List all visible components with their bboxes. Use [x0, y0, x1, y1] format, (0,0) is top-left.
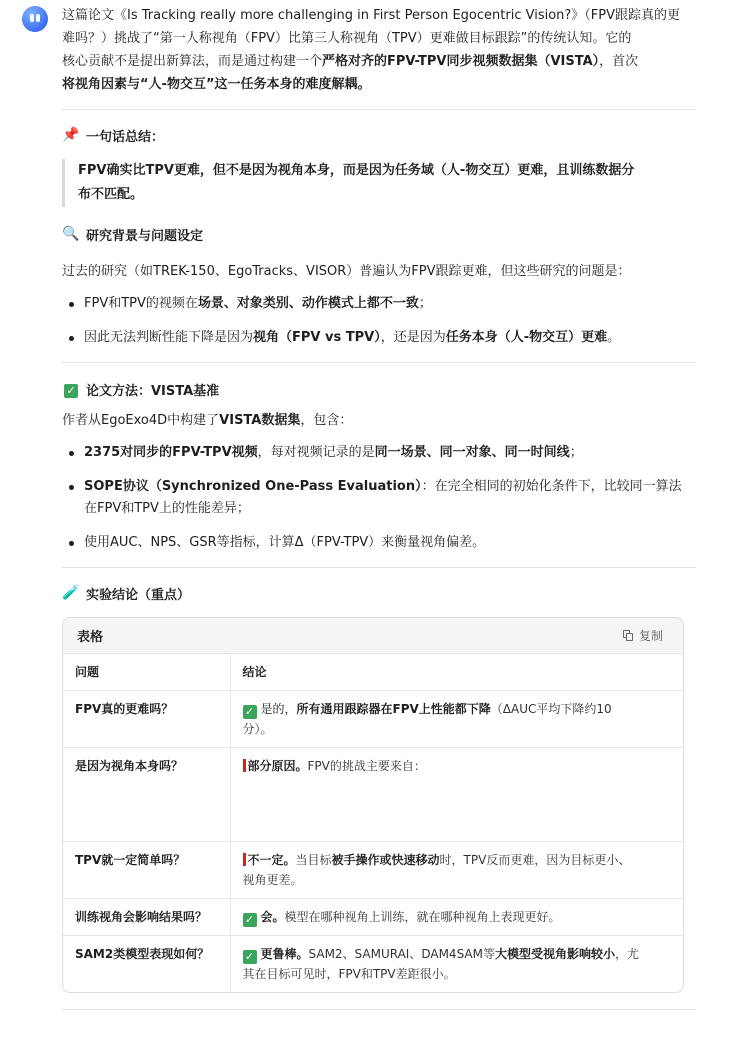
check-icon: ✓	[243, 950, 257, 964]
divider	[62, 1009, 696, 1010]
divider	[62, 567, 696, 568]
cell-bold: 部分原因。	[247, 759, 308, 773]
cell-text: FPV的挑战主要来自：	[307, 759, 426, 773]
cell-text: SAM2、SAMURAI、DAM4SAM等	[308, 947, 495, 961]
bullet-text: 因此无法判断性能下降是因为	[84, 330, 254, 345]
results-table-card	[62, 617, 684, 993]
table-row	[63, 899, 683, 936]
quote-line-1: FPV确实比TPV更难，但不是因为视角本身，而是因为任务域（人-物交互）更难，且训练数据分	[78, 163, 635, 178]
cell-text: ，尤	[614, 947, 639, 961]
copy-button[interactable]	[623, 627, 663, 644]
list-item	[62, 442, 696, 464]
table-cell-question: FPV真的更难吗？	[63, 691, 230, 748]
background-heading	[62, 224, 696, 244]
intro-line-3	[62, 50, 696, 73]
bullet-bold: 任务本身（人-物交互）更难	[445, 330, 608, 345]
cell-text: 分）。	[242, 722, 273, 736]
summary-quote	[62, 159, 696, 207]
background-text: 过去的研究（如TREK-150、EgoTracks、VISOR）普遍认为FPV跟踪更难，但这些研究的问题是：	[62, 264, 631, 279]
table-cell-conclusion	[230, 748, 683, 842]
list-item	[62, 532, 696, 554]
method-title: 论文方法：VISTA基准	[86, 383, 220, 399]
bullet-text: ，每对视频记录的是	[257, 445, 375, 460]
results-heading	[62, 583, 696, 603]
cell-bold: 更鲁棒。	[260, 947, 309, 961]
bullet-bold: 视角（FPV vs TPV）	[253, 330, 381, 345]
bullet-text: 。	[607, 330, 621, 345]
table-row	[63, 936, 683, 993]
table-row	[63, 691, 683, 748]
message-content	[62, 4, 696, 1010]
table-row	[63, 842, 683, 899]
list-item	[62, 476, 696, 520]
table-label: 表格	[77, 630, 104, 645]
avatar-eye-right	[36, 14, 40, 22]
table-cell-conclusion	[230, 936, 683, 993]
table-cell-question: TPV就一定简单吗？	[63, 842, 230, 899]
divider	[62, 362, 696, 363]
results-title: 实验结论（重点）	[86, 587, 191, 603]
cell-bold: 大模型受视角影响较小	[494, 947, 615, 961]
table-toolbar	[63, 618, 683, 654]
intro-line-1: 这篇论文《Is Tracking really more challenging in First Person Egocentric Vision?》（FPV跟踪真的更	[62, 8, 681, 23]
bullet-text: ；	[418, 296, 432, 311]
intro-bold-dataset: 严格对齐的FPV-TPV同步视频数据集（VISTA）	[322, 54, 600, 69]
bullet-text: 使用AUC、NPS、GSR等指标，计算Δ（FPV-TPV）来衡量视角偏差。	[84, 535, 486, 550]
table-cell-conclusion	[230, 899, 683, 936]
cell-text: 其在目标可见时，FPV和TPV差距很小。	[242, 967, 456, 981]
cell-text: 视角更差。	[242, 873, 303, 887]
table-cell-conclusion	[230, 842, 683, 899]
intro-text: 核心贡献不是提出新算法，而是通过构建一个	[62, 54, 323, 69]
quote-line-2: 布不匹配。	[78, 187, 144, 202]
red-marker-icon	[243, 853, 246, 866]
bullet-bold: SOPE协议（Synchronized One-Pass Evaluation）	[84, 479, 422, 494]
bullet-bold: 2375对同步的FPV-TPV视频	[84, 445, 258, 460]
cell-bold: 不一定。	[247, 853, 296, 867]
bullet-text: ；	[569, 445, 583, 460]
table-cell-question: 是因为视角本身吗？	[63, 748, 230, 842]
cell-text: （ΔAUC平均下降约10	[490, 702, 612, 716]
avatar-eye-left	[30, 14, 34, 22]
table-row	[63, 748, 683, 842]
intro-paragraph	[62, 4, 696, 96]
red-marker-icon	[243, 759, 246, 772]
method-text-part: ，包含：	[300, 413, 353, 428]
summary-heading	[62, 125, 696, 145]
assistant-avatar	[22, 6, 48, 32]
method-text-part: 作者从EgoExo4D中构建了	[62, 413, 220, 428]
test-tube-icon: 🧪	[62, 585, 80, 601]
cell-bold: 所有通用跟踪器在FPV上性能都下降	[296, 702, 491, 716]
table-header-row	[63, 654, 683, 691]
table-cell-question: 训练视角会影响结果吗？	[63, 899, 230, 936]
list-item	[62, 327, 696, 349]
check-icon: ✓	[243, 705, 257, 719]
background-list	[62, 293, 696, 349]
method-text-bold: VISTA数据集	[219, 413, 301, 428]
table-cell-question: SAM2类模型表现如何？	[63, 936, 230, 993]
bullet-text: 在FPV和TPV上的性能差异；	[84, 501, 250, 516]
bullet-text: ：在完全相同的初始化条件下，比较同一算法	[421, 479, 682, 494]
bullet-bold: 同一场景、同一对象、同一时间线	[374, 445, 570, 460]
cell-text: 模型在哪种视角上训练，就在哪种视角上表现更好。	[284, 910, 561, 924]
method-heading	[62, 379, 696, 399]
cell-text: 时，TPV反而更难，因为目标更小、	[439, 853, 631, 867]
column-header-conclusion: 结论	[242, 665, 267, 679]
method-text	[62, 409, 696, 432]
intro-text: ，首次	[599, 54, 639, 69]
intro-line-4: 将视角因素与“人-物交互”这一任务本身的难度解耦。	[62, 77, 371, 92]
table-cell-conclusion	[230, 691, 683, 748]
background-title: 研究背景与问题设定	[86, 228, 204, 244]
copy-icon	[623, 630, 633, 641]
results-table	[63, 654, 683, 992]
bullet-text: FPV和TPV的视频在	[84, 296, 198, 311]
cell-text: 是的，	[260, 702, 297, 716]
column-header-question: 问题	[63, 654, 230, 691]
bullet-text: ，还是因为	[380, 330, 446, 345]
divider	[62, 109, 696, 110]
cell-text: 当目标	[295, 853, 332, 867]
magnifier-icon: 🔍	[62, 226, 80, 242]
method-list	[62, 442, 696, 554]
bullet-bold: 场景、对象类别、动作模式上都不一致	[197, 296, 419, 311]
copy-label: 复制	[638, 629, 663, 643]
checkmark-icon: ✓	[62, 380, 80, 398]
cell-bold: 被手操作或快速移动	[331, 853, 440, 867]
pushpin-icon: 📌	[62, 127, 80, 143]
summary-title: 一句话总结：	[86, 129, 165, 145]
cell-bold: 会。	[260, 910, 285, 924]
list-item	[62, 293, 696, 315]
check-icon: ✓	[243, 913, 257, 927]
intro-line-2: 难吗？）挑战了“第一人称视角（FPV）比第三人称视角（TPV）更难做目标跟踪”的传统认知。它的	[62, 31, 632, 46]
